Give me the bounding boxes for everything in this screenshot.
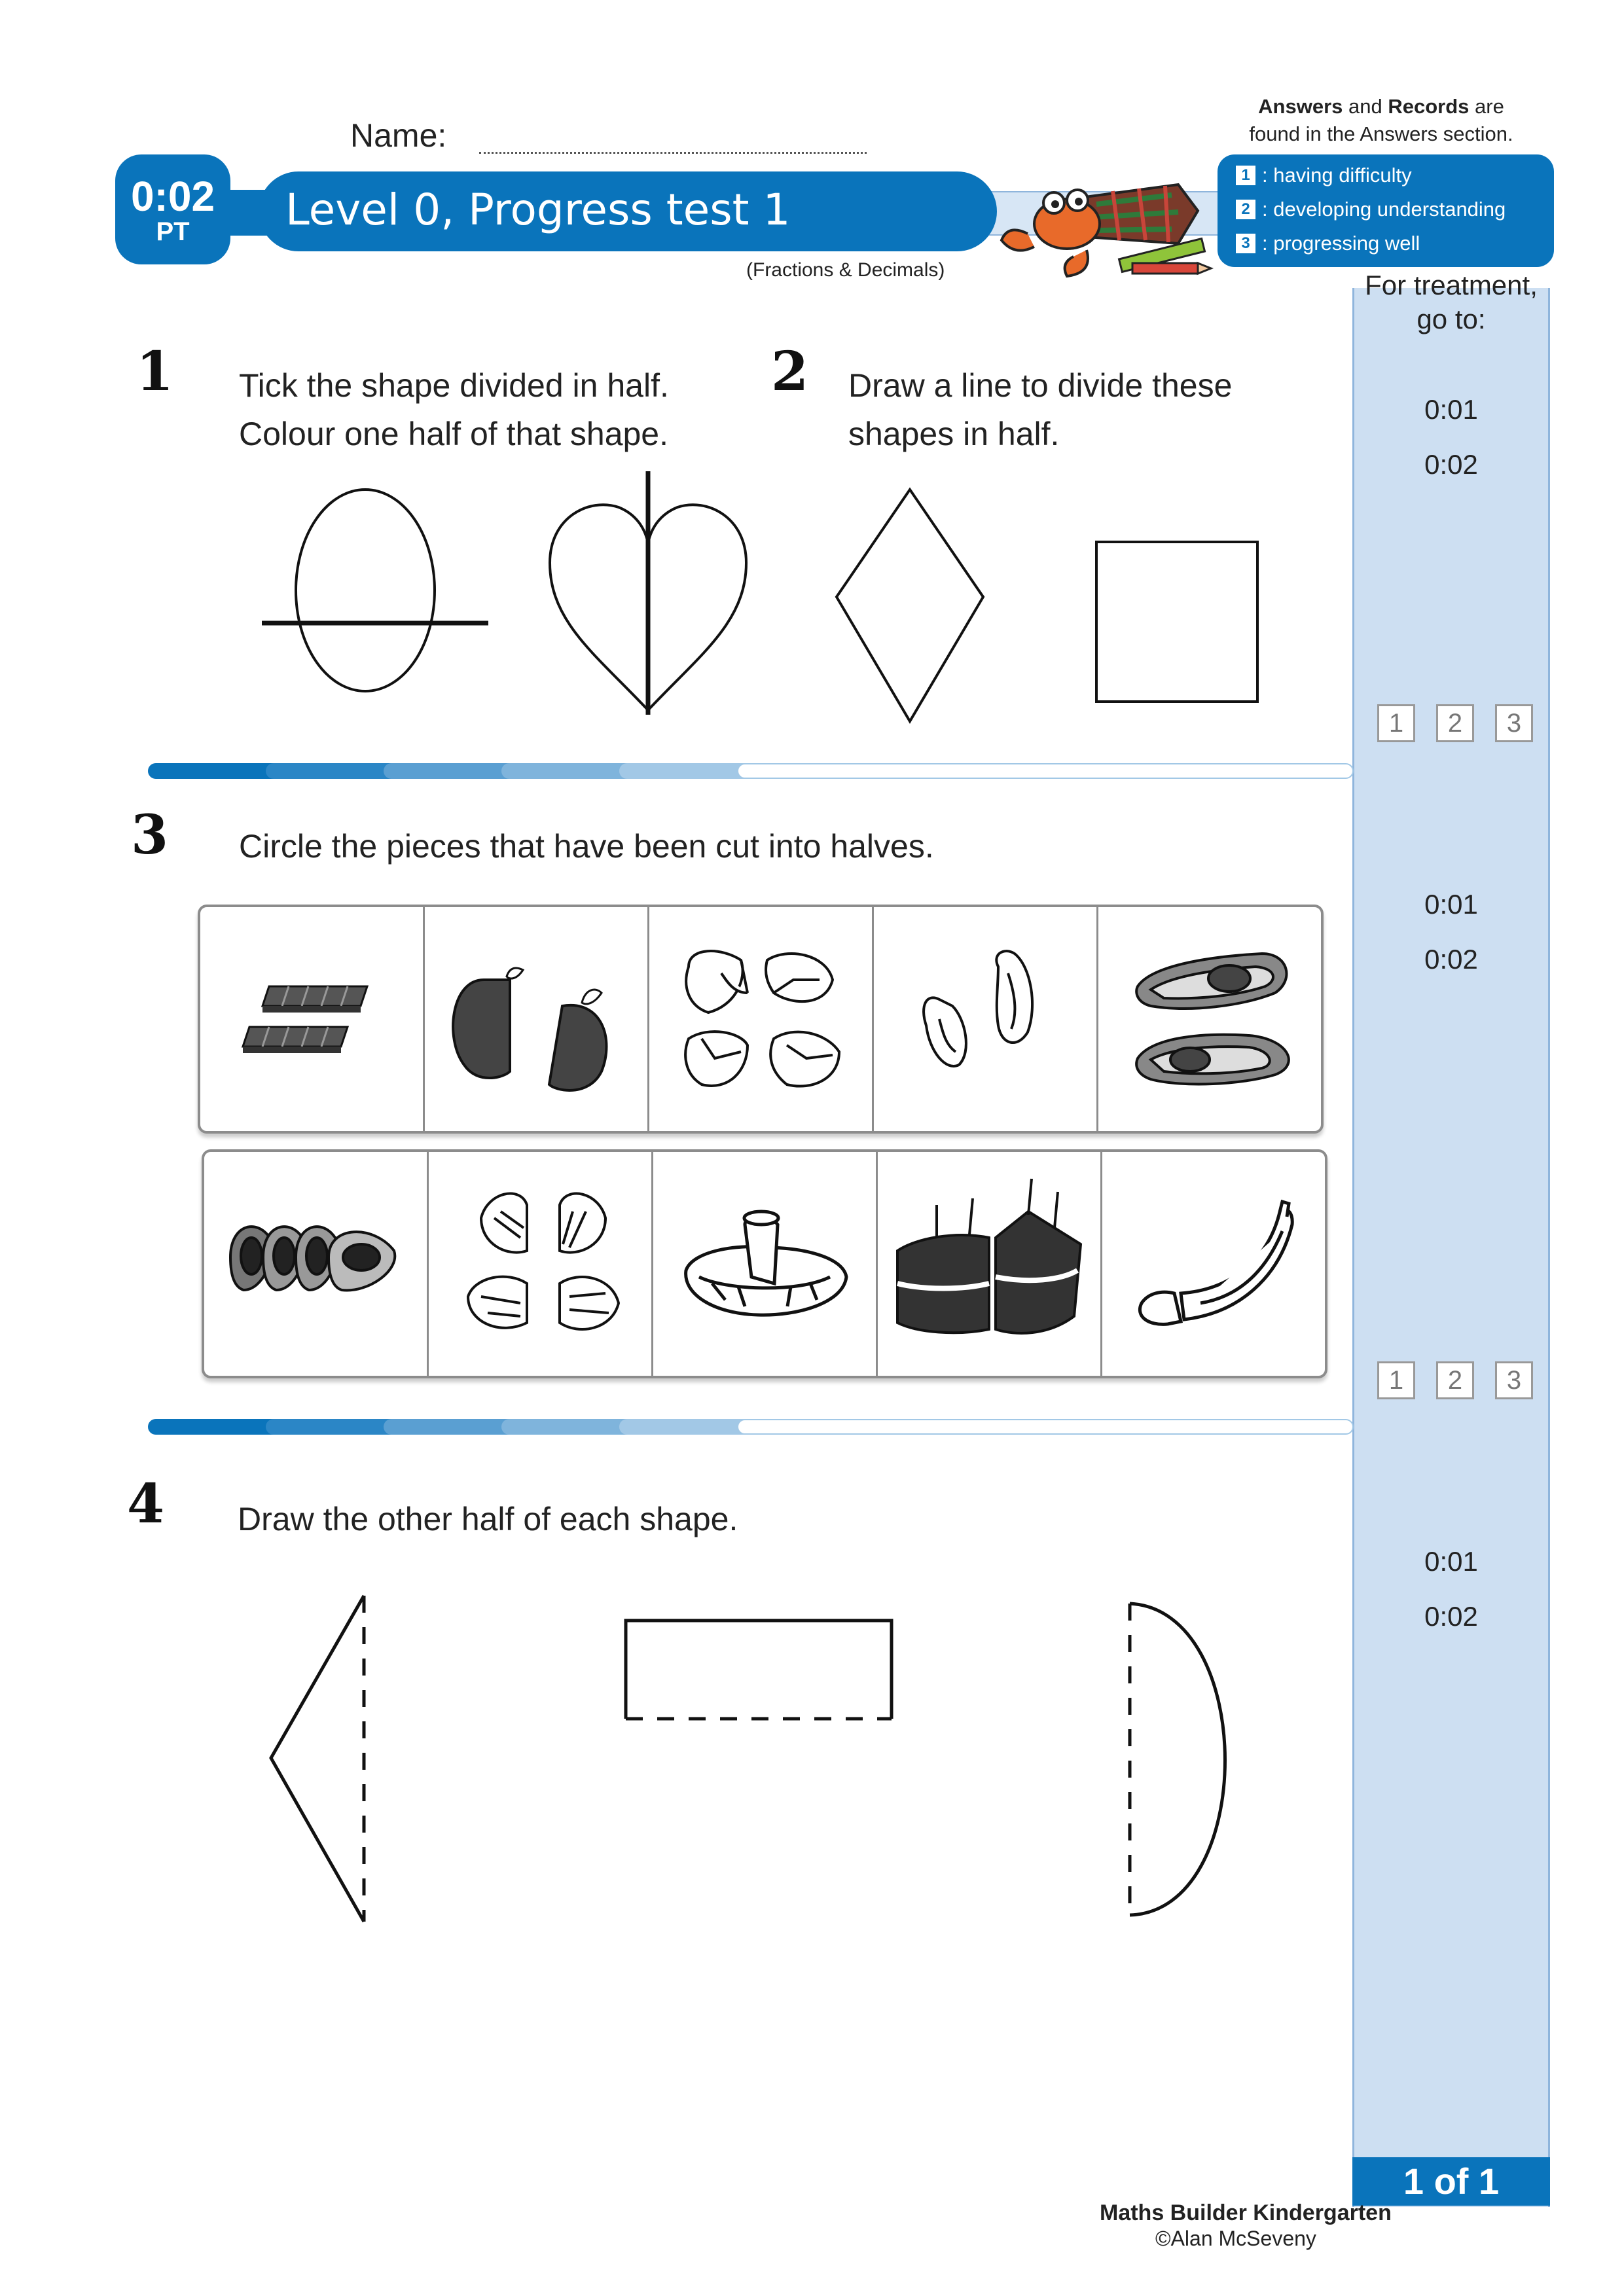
answers-note: Answers and Records are found in the Answers section. <box>1249 95 1513 145</box>
treatment-link[interactable]: 0:01 <box>1424 1546 1478 1577</box>
question-4-text: Draw the other half of each shape. <box>238 1501 738 1537</box>
question-number-2: 2 <box>771 340 809 403</box>
picture-capsicum-pieces[interactable] <box>874 907 1098 1131</box>
picture-grid-row-1 <box>198 905 1324 1134</box>
question-number-4: 4 <box>127 1473 165 1535</box>
record-box-2[interactable]: 2 <box>1436 704 1474 742</box>
record-box-3[interactable]: 3 <box>1495 1361 1533 1399</box>
picture-onion-quarters[interactable] <box>649 907 874 1131</box>
q2-shapes <box>831 484 1270 726</box>
section-separator <box>148 763 1354 779</box>
question-2-text: Draw a line to divide these shapes in half. <box>848 367 1233 452</box>
name-label: Name: <box>350 117 447 154</box>
treatment-link[interactable]: 0:01 <box>1424 889 1478 920</box>
square-shape[interactable] <box>1096 542 1257 702</box>
oval-shape[interactable] <box>262 490 488 691</box>
legend-row-1: 1 : having difficulty <box>1236 162 1412 188</box>
treatment-link[interactable]: 0:02 <box>1424 449 1478 480</box>
picture-avocado-halves[interactable] <box>1098 907 1321 1131</box>
half-triangle-shape[interactable] <box>271 1596 364 1922</box>
picture-chocolate-bar-halves[interactable] <box>200 907 425 1131</box>
picture-zucchini-slices[interactable] <box>204 1152 429 1376</box>
treatment-link[interactable]: 0:02 <box>1424 1601 1478 1632</box>
record-box-1[interactable]: 1 <box>1377 1361 1415 1399</box>
treatment-link[interactable]: 0:01 <box>1424 394 1478 425</box>
treatment-link[interactable]: 0:02 <box>1424 944 1478 975</box>
q1-shapes <box>255 471 766 720</box>
page-number-badge: 1 of 1 <box>1352 2157 1550 2206</box>
treatment-heading: For treatment, go to: <box>1365 270 1538 334</box>
book-title: Maths Builder Kindergarten <box>1100 2200 1392 2225</box>
half-circle-shape[interactable] <box>1130 1604 1225 1915</box>
q4-shapes <box>262 1590 1244 1944</box>
heart-shape[interactable] <box>550 471 746 715</box>
legend-row-2: 2 : developing understanding <box>1236 196 1506 223</box>
legend-row-3: 3 : progressing well <box>1236 230 1420 257</box>
record-box-1[interactable]: 1 <box>1377 704 1415 742</box>
section-separator <box>148 1419 1354 1435</box>
record-box-2[interactable]: 2 <box>1436 1361 1474 1399</box>
picture-cake-pieces[interactable] <box>878 1152 1102 1376</box>
picture-banana-pieces[interactable] <box>1102 1152 1325 1376</box>
picture-mushroom-whole[interactable] <box>653 1152 878 1376</box>
picture-apple-pieces[interactable] <box>425 907 649 1131</box>
question-3-text: Circle the pieces that have been cut into halves. <box>239 828 934 865</box>
picture-grid-row-2 <box>202 1149 1327 1378</box>
crab-mascot-icon <box>982 152 1218 283</box>
record-box-3[interactable]: 3 <box>1495 704 1533 742</box>
question-number-1: 1 <box>136 340 174 403</box>
picture-mushroom-quarters[interactable] <box>429 1152 653 1376</box>
rhombus-shape[interactable] <box>837 490 983 721</box>
page-title: Level 0, Progress test 1 <box>285 185 791 235</box>
record-legend <box>1218 154 1554 267</box>
copyright: ©Alan McSeveny <box>1155 2227 1316 2250</box>
page-subtitle: (Fractions & Decimals) <box>746 259 945 281</box>
treatment-sidebar <box>1352 288 1550 2207</box>
test-code-badge: 0:02 PT <box>115 154 230 264</box>
half-rectangle-shape[interactable] <box>626 1621 892 1719</box>
name-input-line[interactable] <box>479 152 867 154</box>
question-number-3: 3 <box>131 804 169 867</box>
question-1-text: Tick the shape divided in half. Colour one half of that shape. <box>239 367 669 452</box>
